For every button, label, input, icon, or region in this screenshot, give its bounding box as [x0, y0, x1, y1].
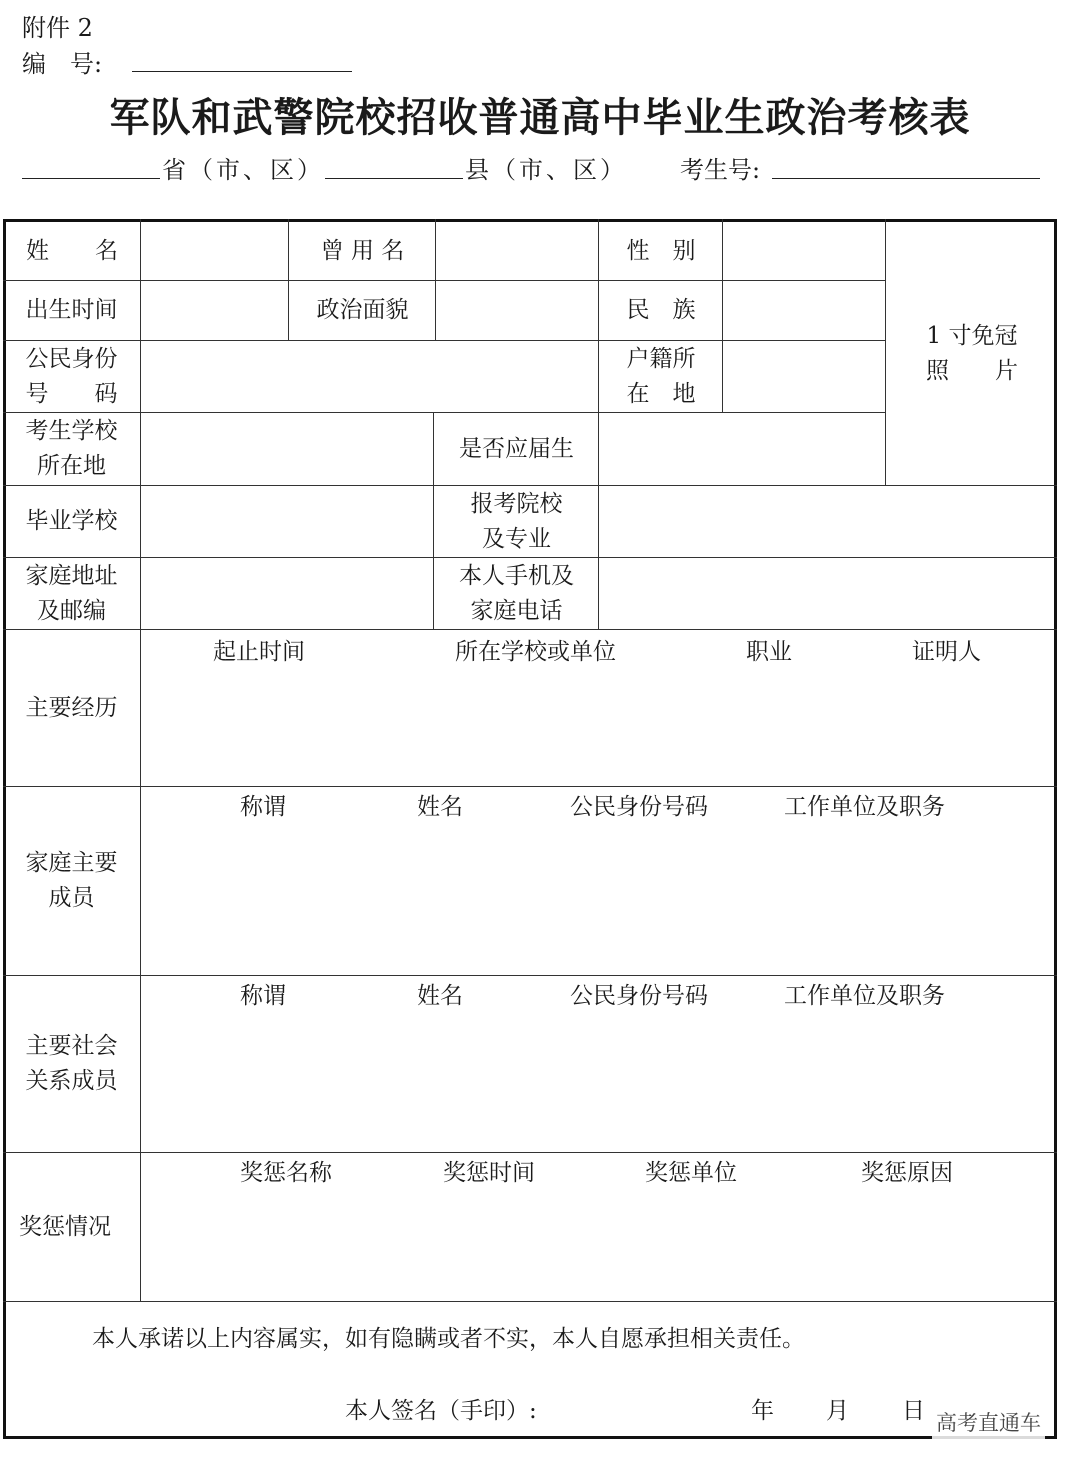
name-input[interactable] — [142, 222, 288, 280]
rewards-label: 奖惩情况 — [19, 1213, 111, 1240]
col-divider — [140, 219, 141, 1301]
county-field[interactable] — [325, 178, 463, 179]
phone-input[interactable] — [600, 558, 1057, 629]
examinee-no-label: 考生号: — [680, 156, 761, 184]
family-label-line1: 家庭主要 — [25, 850, 118, 876]
experience-label: 主要经历 — [25, 694, 118, 721]
name-label: 姓 名 — [26, 237, 118, 264]
hukou-label-line1: 户籍所 — [626, 345, 696, 372]
page-title: 军队和武警院校招收普通高中毕业生政治考核表 — [109, 94, 971, 141]
address-label-line2: 及邮编 — [37, 597, 106, 624]
phone-label-line1: 本人手机及 — [459, 562, 574, 589]
rewards-col-name: 奖惩名称 — [240, 1160, 332, 1186]
address-input[interactable] — [142, 558, 433, 629]
apply-label-line1: 报考院校 — [470, 490, 563, 517]
photo-label-line1: 1 寸免冠 — [926, 322, 1018, 349]
social-col-id: 公民身份号码 — [570, 983, 708, 1009]
row-divider — [3, 786, 1057, 787]
rewards-input-area[interactable] — [142, 1190, 1057, 1301]
family-col-work: 工作单位及职务 — [784, 794, 945, 820]
experience-col-witness: 证明人 — [912, 639, 981, 665]
county-label: 县（市、区） — [465, 156, 627, 184]
family-input-area[interactable] — [142, 824, 1057, 975]
id-label-line2: 号 码 — [25, 380, 118, 407]
signature-label: 本人签名（手印）: — [345, 1398, 537, 1424]
birth-input[interactable] — [142, 281, 288, 340]
hukou-label-line2: 在 地 — [626, 380, 696, 407]
phone-label-line2: 家庭电话 — [470, 597, 563, 624]
experience-col-school: 所在学校或单位 — [455, 639, 616, 665]
row-divider — [3, 1301, 1057, 1302]
social-label-line1: 主要社会 — [25, 1033, 118, 1059]
family-col-relation: 称谓 — [240, 794, 286, 820]
grad-school-label: 毕业学校 — [25, 508, 118, 534]
experience-col-occupation: 职业 — [746, 639, 792, 665]
province-field[interactable] — [22, 178, 160, 179]
social-col-relation: 称谓 — [240, 983, 286, 1009]
former-name-label: 曾 用 名 — [320, 237, 405, 264]
id-input[interactable] — [142, 341, 598, 412]
declaration-statement: 本人承诺以上内容属实，如有隐瞒或者不实，本人自愿承担相关责任。 — [92, 1326, 805, 1352]
family-col-id: 公民身份号码 — [570, 794, 708, 820]
date-year-label: 年 — [751, 1398, 774, 1424]
col-divider — [598, 219, 599, 412]
apply-input[interactable] — [600, 486, 1057, 557]
row-divider — [3, 1152, 1057, 1153]
col-divider — [722, 219, 723, 412]
date-month-label: 月 — [826, 1398, 849, 1424]
address-label-line1: 家庭地址 — [25, 562, 118, 589]
experience-input-area[interactable] — [142, 668, 1057, 786]
rewards-col-time: 奖惩时间 — [443, 1160, 535, 1186]
col-divider — [598, 412, 599, 629]
social-col-name: 姓名 — [417, 983, 463, 1009]
number-field[interactable] — [132, 71, 352, 72]
province-label: 省（市、区） — [162, 156, 324, 184]
date-day-label: 日 — [902, 1398, 925, 1424]
ethnicity-input[interactable] — [724, 281, 885, 340]
col-divider — [885, 219, 886, 485]
hukou-input[interactable] — [724, 341, 885, 412]
examinee-no-field[interactable] — [772, 178, 1040, 179]
signature-field[interactable] — [550, 1388, 730, 1422]
fresh-grad-label: 是否应届生 — [459, 435, 574, 462]
id-label-line1: 公民身份 — [25, 345, 118, 372]
gender-input[interactable] — [724, 222, 885, 280]
grad-school-input[interactable] — [142, 486, 433, 557]
birth-label: 出生时间 — [25, 297, 118, 323]
col-divider — [435, 219, 436, 340]
rewards-col-unit: 奖惩单位 — [645, 1160, 737, 1186]
row-divider — [3, 975, 1057, 976]
col-divider — [288, 219, 289, 340]
social-label-line2: 关系成员 — [25, 1068, 118, 1094]
rewards-col-reason: 奖惩原因 — [861, 1160, 953, 1186]
school-location-label-line1: 考生学校 — [25, 418, 118, 444]
attachment-label: 附件 2 — [22, 14, 93, 42]
fresh-grad-input[interactable] — [600, 413, 885, 485]
family-col-name: 姓名 — [417, 794, 463, 820]
school-location-label-line2: 所在地 — [37, 453, 106, 479]
political-label: 政治面貌 — [316, 297, 409, 323]
number-label: 编 号: — [22, 50, 103, 78]
former-name-input[interactable] — [437, 222, 598, 280]
political-input[interactable] — [437, 281, 598, 340]
ethnicity-label: 民 族 — [626, 297, 696, 323]
school-location-input[interactable] — [142, 413, 433, 485]
experience-col-period: 起止时间 — [213, 639, 305, 665]
family-label-line2: 成员 — [48, 885, 95, 911]
apply-label-line2: 及专业 — [482, 525, 551, 552]
social-col-work: 工作单位及职务 — [784, 983, 945, 1009]
row-divider — [3, 629, 1057, 630]
gender-label: 性 别 — [626, 237, 696, 264]
watermark: 高考直通车 — [932, 1405, 1045, 1439]
col-divider — [433, 412, 434, 629]
photo-label-line2: 照 片 — [926, 357, 1018, 384]
photo-box[interactable] — [887, 222, 1057, 485]
social-input-area[interactable] — [142, 1013, 1057, 1152]
